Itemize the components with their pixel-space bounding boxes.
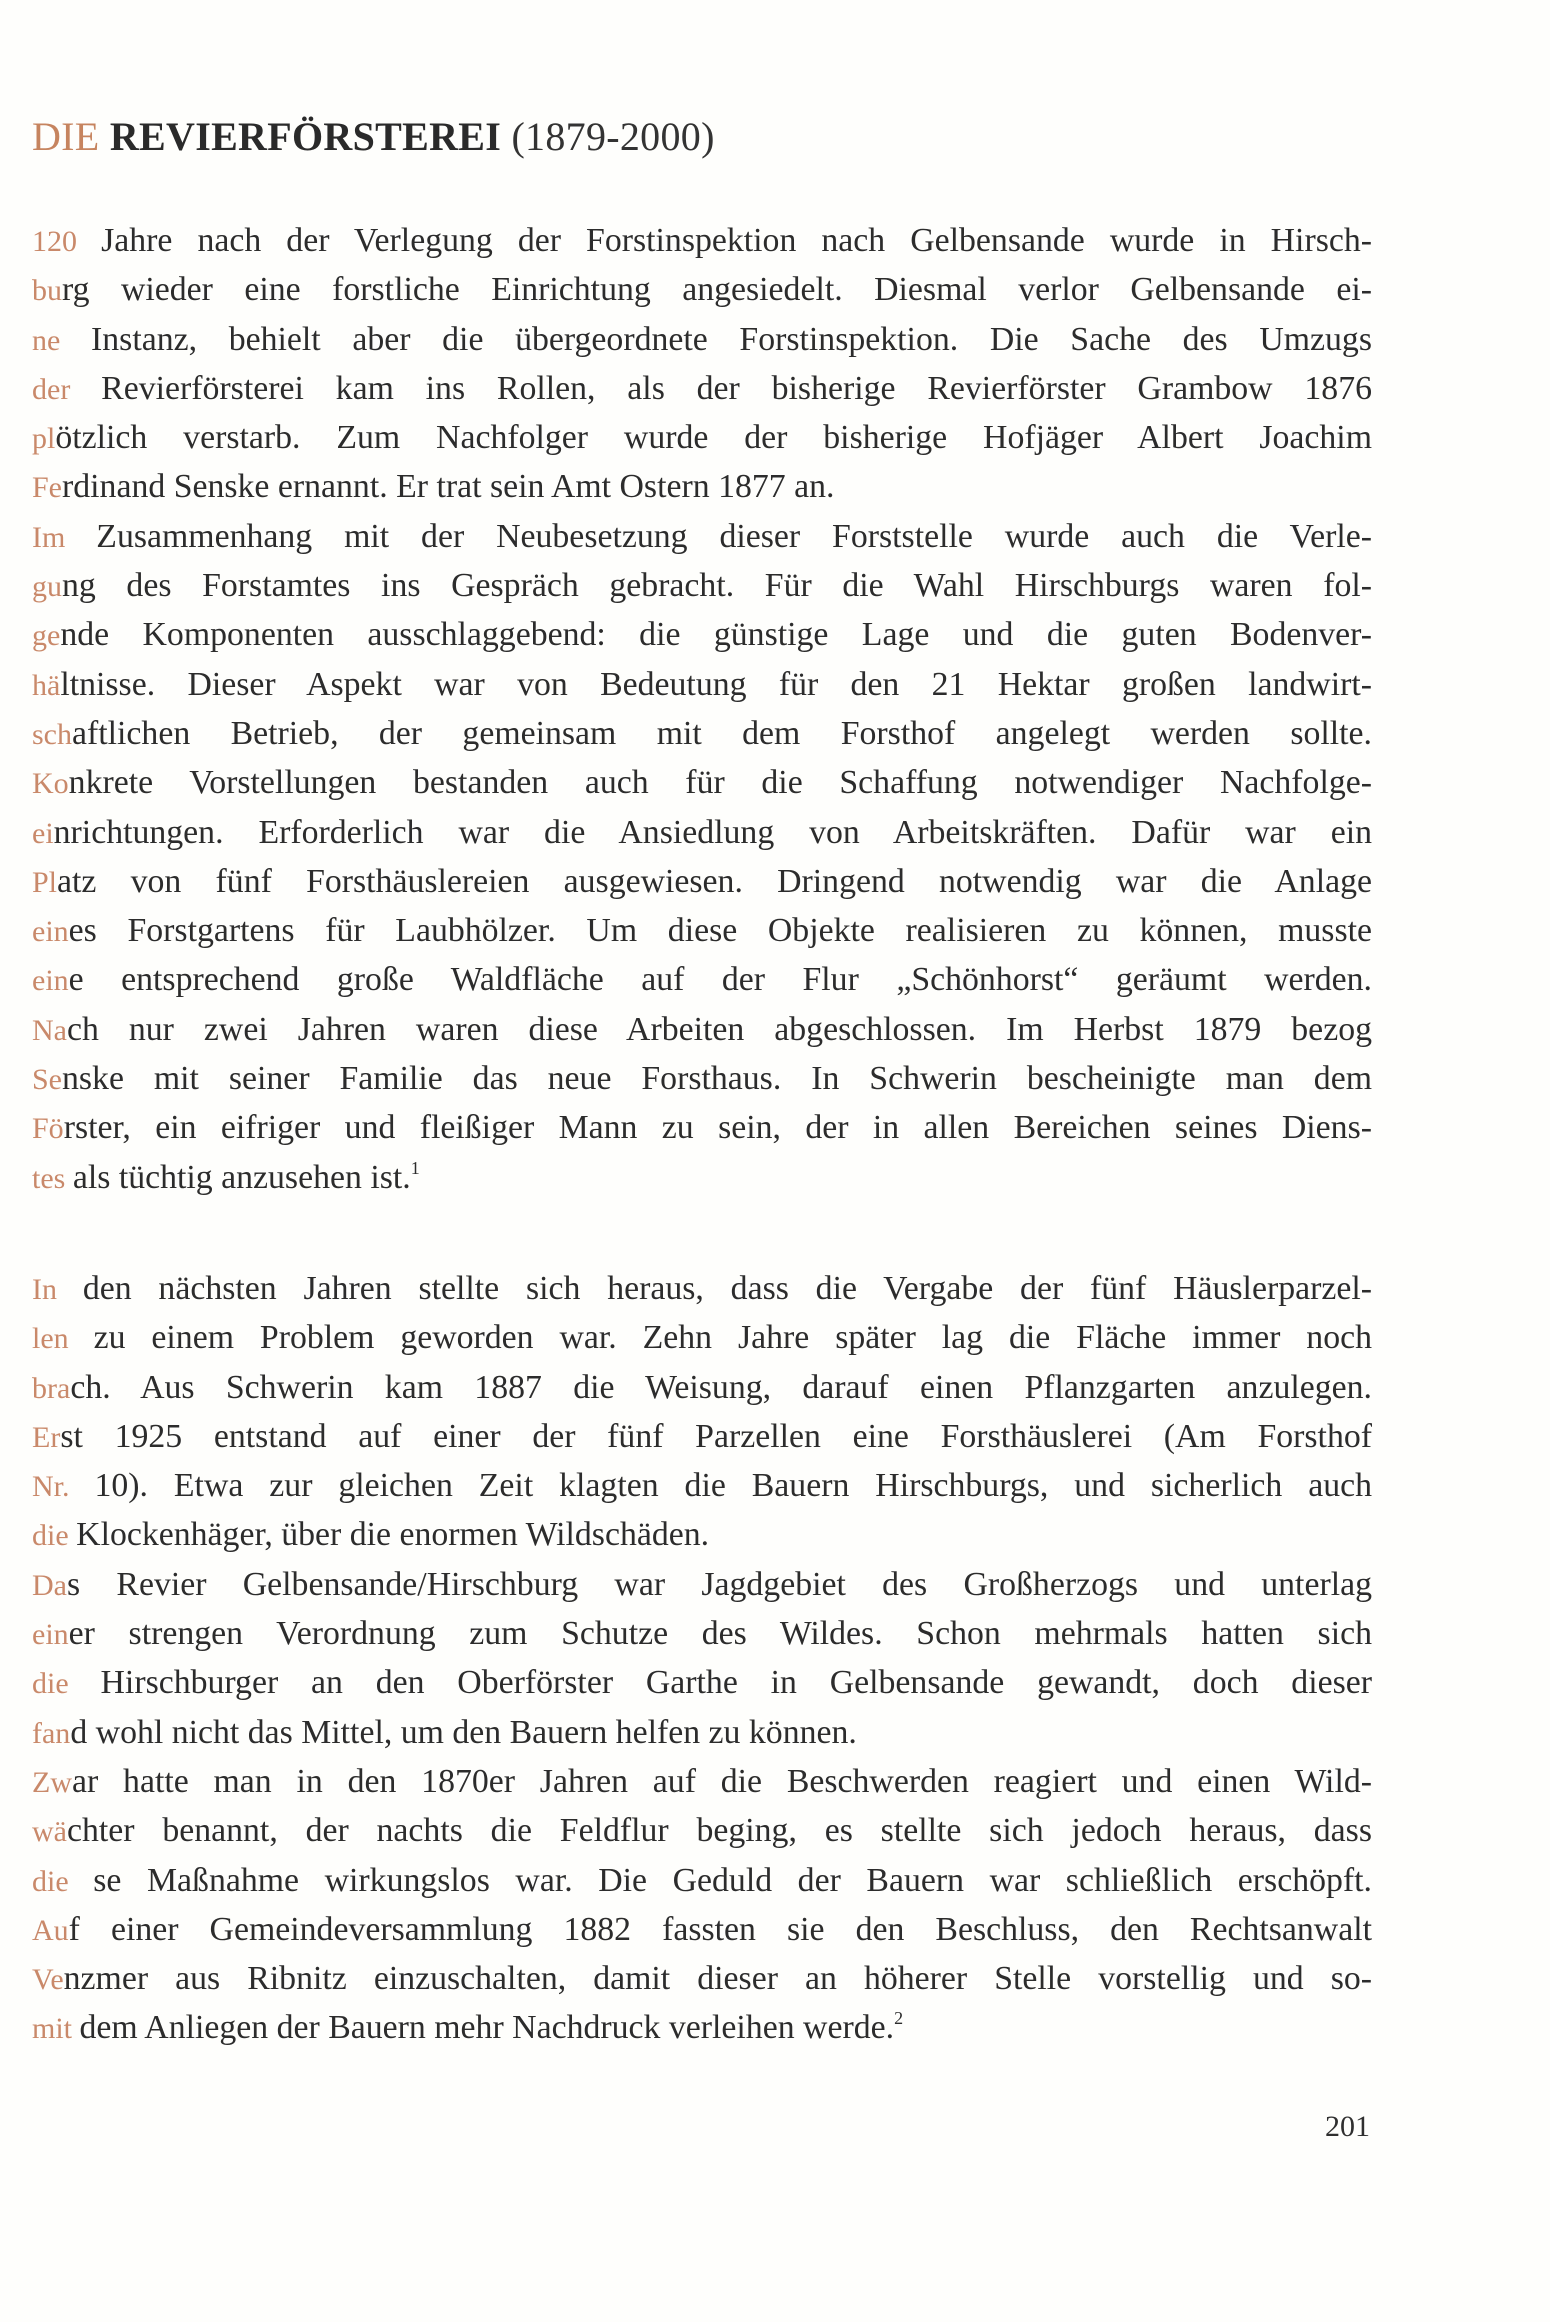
line-prefix: Ko (32, 767, 69, 801)
text-line (32, 610, 1372, 659)
line-text: ng des Forstamtes ins Gespräch gebracht. Für die Wahl Hirschburgs waren fol- (62, 567, 1372, 605)
text-line (32, 1905, 1372, 1954)
paragraph-block-1 (32, 216, 1372, 1202)
line-prefix: Nr. (32, 1470, 95, 1504)
text-line (32, 216, 1372, 265)
line-prefix: ein (32, 964, 69, 998)
line-prefix: gu (32, 570, 62, 604)
line-text: 10). Etwa zur gleichen Zeit klagten die Bauern Hirschburgs, und sicherlich auch (94, 1467, 1372, 1505)
heading-accent: DIE (32, 114, 100, 159)
page-number: 201 (1325, 2110, 1370, 2143)
text-line (32, 808, 1372, 857)
line-prefix: ein (32, 1618, 69, 1652)
line-prefix: Im (32, 520, 97, 554)
line-text: Klockenhäger, über die enormen Wildschäden. (76, 1516, 710, 1554)
line-prefix: der (32, 372, 102, 406)
text-line (32, 1609, 1372, 1658)
line-prefix: hä (32, 668, 61, 702)
heading-years: (1879-2000) (511, 114, 715, 159)
line-text: ar hatte man in den 1870er Jahren auf die Beschwerden reagiert und einen Wild- (72, 1762, 1372, 1800)
line-prefix: ge (32, 619, 61, 653)
text-line (32, 413, 1372, 462)
text-line (32, 462, 1372, 511)
line-prefix: In (32, 1273, 83, 1306)
footnote-marker: 2 (894, 2008, 904, 2029)
text-line (32, 758, 1372, 807)
text-line (32, 709, 1372, 758)
line-text: es Forstgartens für Laubhölzer. Um diese Objekte realisieren zu können, musste (68, 912, 1372, 950)
line-text: Revierförsterei kam ins Rollen, als der bisherige Revierförster Grambow 1876 (101, 369, 1372, 407)
line-text: ch. Aus Schwerin kam 1887 die Weisung, darauf einen Pflanzgarten anzulegen. (70, 1368, 1372, 1406)
text-line (32, 1658, 1372, 1707)
line-text: den nächsten Jahren stellte sich heraus, dass die Vergabe der fünf Häuslerparzel- (82, 1270, 1372, 1307)
line-prefix: mit (32, 2012, 80, 2046)
line-prefix: sch (32, 717, 72, 751)
line-text: d wohl nicht das Mittel, um den Bauern helfen zu können. (70, 1713, 857, 1751)
line-prefix: bra (32, 1371, 71, 1405)
line-text: dem Anliegen der Bauern mehr Nachdruck verleihen werde. (79, 2009, 895, 2047)
text-line (32, 955, 1372, 1004)
footnote-marker: 1 (410, 1157, 420, 1178)
text-line (32, 1005, 1372, 1054)
text-line (32, 561, 1372, 610)
heading-title: REVIERFÖRSTEREI (109, 114, 502, 159)
text-line (32, 1363, 1372, 1412)
line-text: als tüchtig anzusehen ist. (72, 1158, 411, 1196)
line-text: nde Komponenten ausschlaggebend: die günstige Lage und die guten Bodenver- (60, 616, 1372, 654)
line-prefix: Se (32, 1063, 62, 1097)
line-prefix: Au (32, 1913, 69, 1947)
line-prefix: Fe (32, 471, 62, 505)
line-text: nzmer aus Ribnitz einzuschalten, damit dieser an höherer Stelle vorstellig und so- (63, 1960, 1372, 1998)
line-prefix: pl (32, 422, 56, 456)
line-text: nske mit seiner Familie das neue Forsthaus. In Schwerin bescheinigte man dem (62, 1060, 1372, 1098)
line-text: nrichtungen. Erforderlich war die Ansiedlung von Arbeitskräften. Dafür war ein (53, 813, 1372, 851)
line-prefix: die (32, 1864, 94, 1898)
text-line (32, 857, 1372, 906)
line-prefix: ei (32, 816, 54, 850)
text-line (32, 1560, 1372, 1609)
line-text: s Revier Gelbensande/Hirschburg war Jagdgebiet des Großherzogs und unterlag (66, 1565, 1372, 1603)
chapter-heading (32, 110, 715, 164)
text-line (32, 2003, 1372, 2052)
line-prefix: len (32, 1322, 94, 1356)
text-line (32, 1412, 1372, 1461)
line-text: zu einem Problem geworden war. Zehn Jahre später lag die Fläche immer noch (93, 1319, 1372, 1357)
line-text: chter benannt, der nachts die Feldflur beging, es stellte sich jedoch heraus, dass (66, 1812, 1372, 1850)
text-line (32, 315, 1372, 364)
text-line (32, 265, 1372, 314)
text-line (32, 1806, 1372, 1855)
line-text: atz von fünf Forsthäuslereien ausgewiesen. Dringend notwendig war die Anlage (57, 862, 1372, 900)
line-text: f einer Gemeindeversammlung 1882 fassten sie den Beschluss, den Rechtsanwalt (68, 1910, 1372, 1948)
text-line (32, 1757, 1372, 1806)
line-text: er strengen Verordnung zum Schutze des Wildes. Schon mehrmals hatten sich (68, 1615, 1372, 1653)
line-prefix: Da (32, 1568, 67, 1602)
line-prefix: die (32, 1667, 101, 1701)
line-text: ötzlich verstarb. Zum Nachfolger wurde der bisherige Hofjäger Albert Joachim (55, 419, 1372, 457)
line-prefix: Na (32, 1013, 67, 1047)
text-line (32, 1103, 1372, 1152)
line-prefix: die (32, 1519, 77, 1553)
line-prefix: Er (32, 1420, 61, 1454)
line-text: rg wieder eine forstliche Einrichtung angesiedelt. Diesmal verlor Gelbensande ei- (62, 271, 1372, 309)
line-prefix: Zw (32, 1765, 72, 1799)
text-line (32, 364, 1372, 413)
text-line (32, 1510, 1372, 1559)
text-line (32, 1054, 1372, 1103)
line-prefix: Pl (32, 865, 58, 899)
line-prefix: bu (32, 274, 62, 308)
line-prefix: fan (32, 1716, 71, 1750)
line-text: Hirschburger an den Oberförster Garthe in Gelbensande gewandt, doch dieser (100, 1664, 1372, 1702)
line-prefix: ein (32, 915, 69, 949)
text-line (32, 1856, 1372, 1905)
line-text: e entsprechend große Waldfläche auf der Flur „Schönhorst“ geräumt werden. (68, 961, 1372, 999)
line-prefix: Fö (32, 1112, 64, 1146)
line-text: se Maßnahme wirkungslos war. Die Geduld der Bauern war schließlich erschöpft. (93, 1861, 1372, 1899)
text-line (32, 660, 1372, 709)
line-text: ch nur zwei Jahren waren diese Arbeiten abgeschlossen. Im Herbst 1879 bezog (66, 1010, 1372, 1048)
line-text: Jahre nach der Verlegung der Forstinspektion nach Gelbensande wurde in Hirsch- (101, 222, 1372, 259)
text-line (32, 1954, 1372, 2003)
line-text: nkrete Vorstellungen bestanden auch für die Schaffung notwendiger Nachfolge- (68, 764, 1372, 802)
text-line (32, 1313, 1372, 1362)
line-text: Zusammenhang mit der Neubesetzung dieser Forststelle wurde auch die Verle- (96, 517, 1372, 555)
line-text: ltnisse. Dieser Aspekt war von Bedeutung für den 21 Hektar großen landwirt- (60, 665, 1372, 703)
line-text: rdinand Senske ernannt. Er trat sein Amt Ostern 1877 an. (62, 468, 835, 506)
text-line (32, 1461, 1372, 1510)
line-prefix: tes (32, 1161, 73, 1195)
line-text: Instanz, behielt aber die übergeordnete Forstinspektion. Die Sache des Umzugs (91, 320, 1372, 358)
line-prefix: Ve (32, 1963, 64, 1997)
line-text: rster, ein eifriger und fleißiger Mann zu sein, der in allen Bereichen seines Diens- (63, 1109, 1372, 1147)
text-line (32, 512, 1372, 561)
line-prefix: 120 (32, 225, 102, 258)
line-text: st 1925 entstand auf einer der fünf Parzellen eine Forsthäuslerei (Am Forsthof (60, 1417, 1372, 1455)
text-line (32, 1264, 1372, 1313)
line-prefix: wä (32, 1815, 67, 1849)
text-line (32, 906, 1372, 955)
paragraph-block-2 (32, 1264, 1372, 2053)
text-line (32, 1153, 1372, 1202)
line-prefix: ne (32, 323, 92, 357)
line-text: aftlichen Betrieb, der gemeinsam mit dem Forsthof angelegt werden sollte. (72, 714, 1372, 752)
text-line (32, 1708, 1372, 1757)
